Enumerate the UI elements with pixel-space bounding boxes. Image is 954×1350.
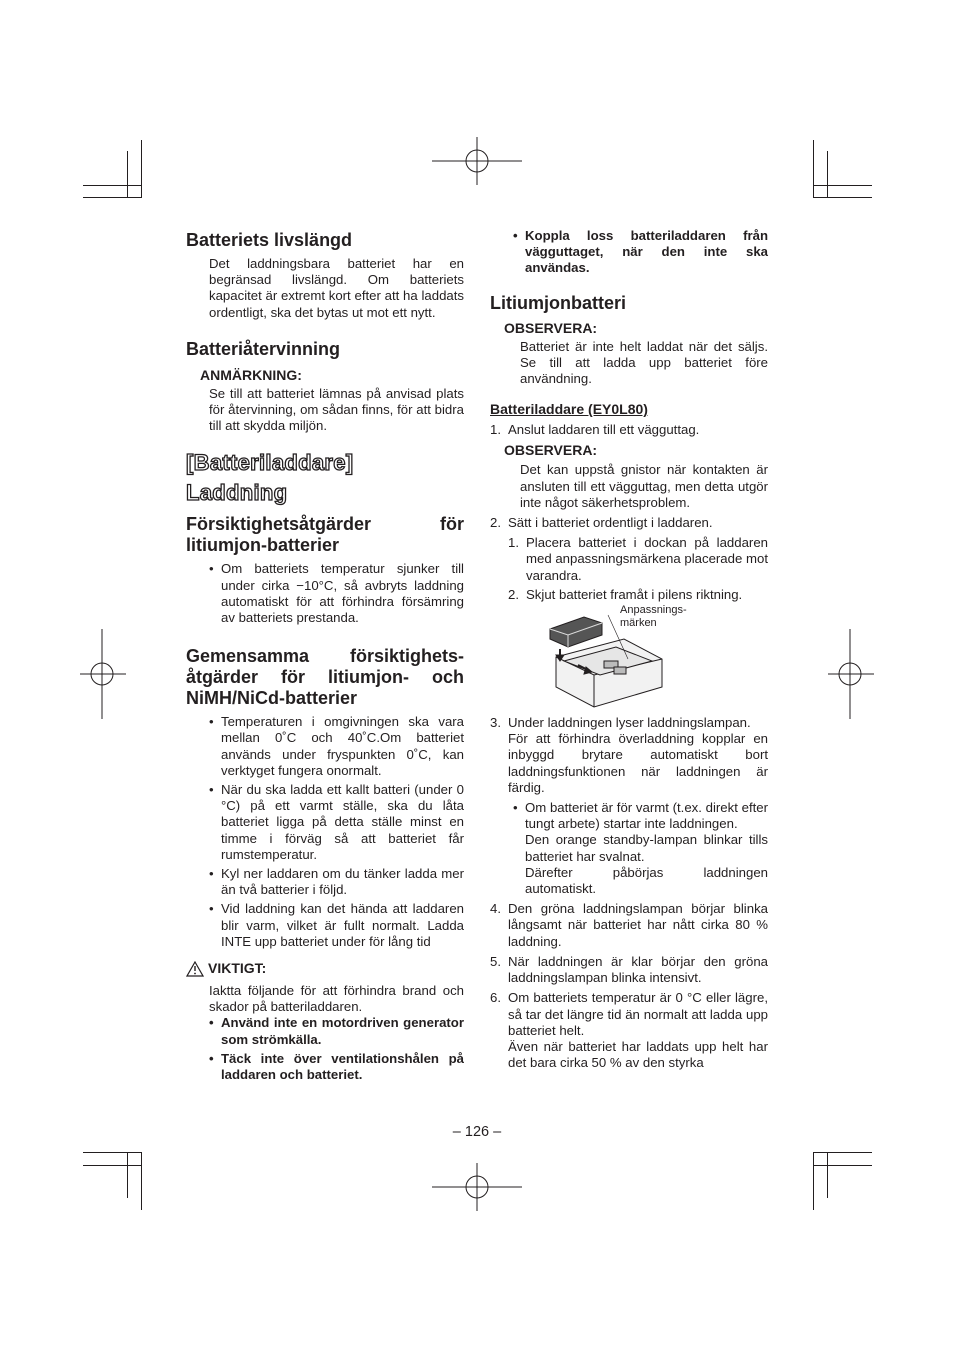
list-item: • Använd inte en motordriven generator som strömkälla. xyxy=(209,1015,464,1047)
lifespan-text: Det laddningsbara batteriet har en begränsad livslängd. Om batteriets kapacitet är extremt kort efter att ha laddats ordentligt, ska det bytas ut mot ett nytt. xyxy=(209,256,464,320)
step-4: 4. Den gröna laddningslampan börjar blinka långsamt när batteriet har nått cirka 80 % laddning. xyxy=(490,901,768,949)
liion-heading: Litiumjonbatteri xyxy=(490,292,626,313)
step-6: 6. Om batteriets temperatur är 0 °C eller lägre, så tar det längre tid än normalt att ladda upp batteriet helt. xyxy=(490,990,768,1038)
warning-block xyxy=(186,960,464,977)
charger-figure xyxy=(490,604,768,711)
common-precautions-list xyxy=(186,714,464,950)
observe-label: OBSERVERA: xyxy=(504,319,598,336)
observe-label-2: OBSERVERA: xyxy=(504,442,598,459)
big-title xyxy=(186,448,464,508)
step-1: 1. Anslut laddaren till ett vägguttag. xyxy=(490,422,700,438)
liion-text: Batteriet är inte helt laddat när det säljs. Se till att ladda upp batteriet före användning. xyxy=(520,338,768,387)
step-3: 3. Under laddningen lyser laddningslampan. xyxy=(490,715,751,731)
warning-label: VIKTIGT: xyxy=(208,960,267,977)
recycling-text: Se till att batteriet lämnas på anvisad plats för återvinning, om sådan finns, för att bidra till att skydda miljön. xyxy=(209,385,464,434)
common-precautions-heading xyxy=(186,646,464,709)
common-precautions-heading-line-3: NiMH/NiCd-batterier xyxy=(186,688,358,709)
left-column xyxy=(186,228,464,1083)
figure-label: Anpassnings- märken xyxy=(620,604,687,630)
list-item: • Temperaturen i omgivningen ska vara mellan 0˚C och 40˚C.Om batteriet används under fryspunkten 0˚C, kan verktyget fungera onormalt. xyxy=(209,714,464,778)
step-5: 5. När laddningen är klar börjar den gröna laddningslampan blinka intensivt. xyxy=(490,953,768,986)
step-3-bullet-c: Därefter påbörjas laddningen automatiskt. xyxy=(525,864,768,897)
note-label: ANMÄRKNING: xyxy=(200,366,302,383)
step-2-1: 1. Placera batteriet i dockan på laddaren med anpassningsmärkena placerade mot varandra. xyxy=(508,535,768,583)
step-3-bullet-b: Den orange standby-lampan blinkar tills batteriet har svalnat. xyxy=(525,832,768,864)
list-item: • När du ska ladda ett kallt batteri (under 0 °C) på ett varmt ställe, ska du låta batteriet ligga på detta ställe minst en timme i förväg så att batteriet får rumstemperatur. xyxy=(209,782,464,862)
warning-triangle-icon xyxy=(186,961,204,977)
lifespan-heading: Batteriets livslängd xyxy=(186,230,353,250)
big-title-line-1: [Batteriladdare] xyxy=(186,450,354,476)
page-number: – 126 – xyxy=(452,1124,502,1140)
recycling-heading: Batteriåtervinning xyxy=(186,338,341,359)
step-3-more: För att förhindra överladdning kopplar en inbyggd brytare automatiskt bort laddningsfunktionen när laddningen är färdig. xyxy=(508,731,768,795)
charger-heading: Batteriladdare (EY0L80) xyxy=(490,401,648,418)
common-precautions-heading-line-1: Gemensamma försiktighets- xyxy=(186,646,464,667)
list-item: • Täck inte över ventilationshålen på laddaren och batteriet. xyxy=(209,1050,464,1083)
step-1-note: Det kan uppstå gnistor när kontakten är ansluten till ett vägguttag, men detta utgör inte något säkerhetsproblem. xyxy=(520,462,768,510)
list-item: • Vid laddning kan det hända att laddaren blir varm, vilket är fullt normalt. Ladda INTE upp batteriet under för lång tid xyxy=(209,901,464,949)
list-item: • Kyl ner laddaren om du tänker ladda mer än två batterier i följd. xyxy=(209,866,464,898)
common-precautions-heading-line-2: åtgärder för litiumjon- och xyxy=(186,667,464,688)
step-2: 2. Sätt i batteriet ordentligt i laddaren. xyxy=(490,515,713,531)
liion-precautions-heading: Försiktighetsåtgärder för litiumjon-batterier xyxy=(186,514,464,556)
step-6-more: Även när batteriet har laddats upp helt har det bara cirka 50 % av den styrka xyxy=(508,1038,768,1071)
list-item: • Om batteriets temperatur sjunker till under cirka −10°C, så avbryts laddning automatiskt för att förhindra försämring av batteriets prestanda. xyxy=(209,561,464,626)
warning-text: Iaktta följande för att förhindra brand och skador på batteriladdaren. xyxy=(209,983,464,1015)
liion-precautions-list xyxy=(186,561,464,626)
step-2-2: 2. Skjut batteriet framåt i pilens riktning. xyxy=(508,586,743,602)
list-item: • Koppla loss batteriladdaren från vägguttaget, när den inte ska användas. xyxy=(513,228,768,276)
right-column xyxy=(490,228,768,1071)
list-item: • Om batteriet är för varmt (t.ex. direkt efter tungt arbete) startar inte laddningen. xyxy=(513,800,768,832)
big-title-line-2: Laddning xyxy=(186,480,288,506)
